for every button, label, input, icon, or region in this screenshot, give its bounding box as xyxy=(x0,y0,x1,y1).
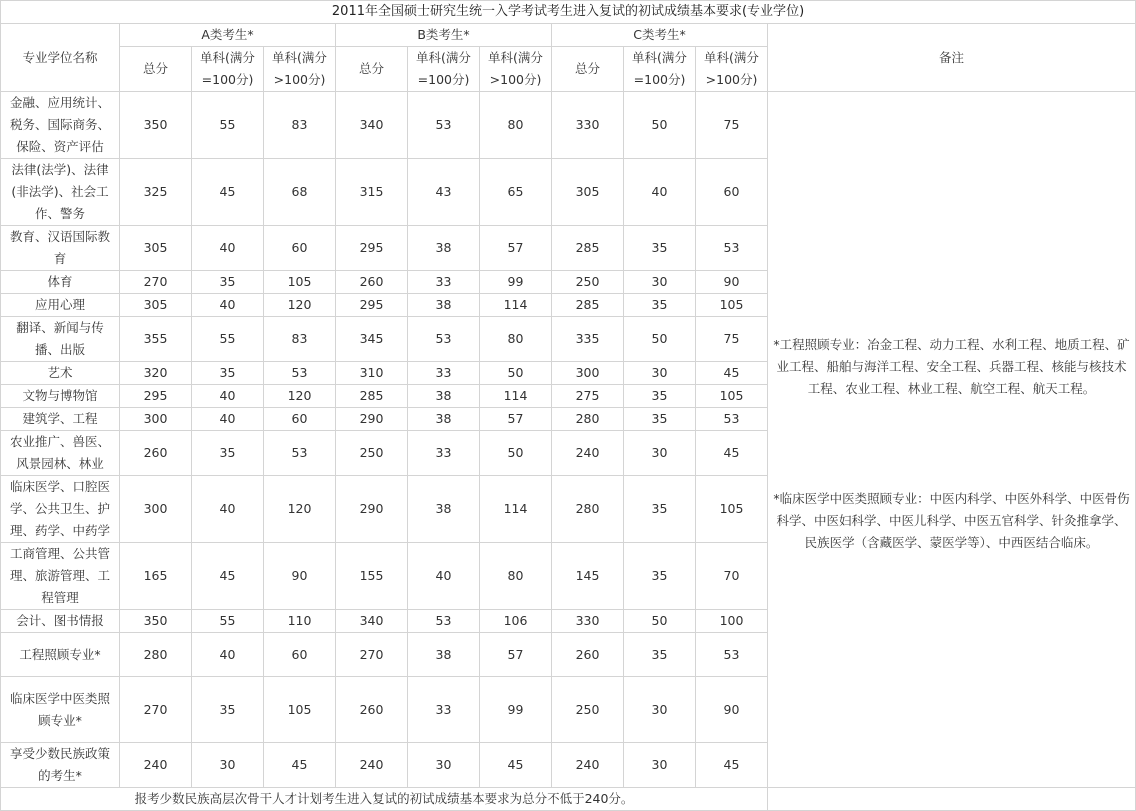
score-a-single-over-100: 110 xyxy=(264,610,336,633)
score-c-single-100: 35 xyxy=(624,543,696,610)
score-b-single-over-100: 65 xyxy=(480,159,552,226)
header-a-total: 总分 xyxy=(120,47,192,92)
score-c-total: 300 xyxy=(552,362,624,385)
header-a-single-100: 单科(满分=100分) xyxy=(192,47,264,92)
score-b-single-100: 40 xyxy=(408,543,480,610)
score-b-single-100: 33 xyxy=(408,362,480,385)
score-c-total: 240 xyxy=(552,431,624,476)
score-c-single-over-100: 53 xyxy=(696,633,768,677)
score-c-single-over-100: 75 xyxy=(696,92,768,159)
score-a-single-over-100: 83 xyxy=(264,317,336,362)
score-a-single-over-100: 53 xyxy=(264,431,336,476)
score-a-total: 355 xyxy=(120,317,192,362)
score-c-total: 250 xyxy=(552,677,624,743)
score-b-single-100: 53 xyxy=(408,317,480,362)
footer-note: 报考少数民族高层次骨干人才计划考生进入复试的初试成绩基本要求为总分不低于240分。 xyxy=(1,788,768,811)
score-c-single-100: 35 xyxy=(624,408,696,431)
score-a-single-over-100: 60 xyxy=(264,226,336,271)
remark-spacer xyxy=(771,136,1132,334)
header-remark: 备注 xyxy=(768,24,1136,92)
score-b-single-over-100: 45 xyxy=(480,743,552,788)
score-a-single-100: 40 xyxy=(192,633,264,677)
score-b-single-100: 43 xyxy=(408,159,480,226)
score-a-total: 350 xyxy=(120,92,192,159)
header-c-single-over-100: 单科(满分>100分) xyxy=(696,47,768,92)
score-b-single-100: 38 xyxy=(408,294,480,317)
remark-cell xyxy=(768,92,1136,788)
major-name-cell: 法律(法学)、法律(非法学)、社会工作、警务 xyxy=(1,159,120,226)
score-a-single-100: 40 xyxy=(192,385,264,408)
score-b-single-over-100: 57 xyxy=(480,226,552,271)
score-a-total: 305 xyxy=(120,226,192,271)
score-b-total: 315 xyxy=(336,159,408,226)
score-a-total: 280 xyxy=(120,633,192,677)
score-c-single-over-100: 100 xyxy=(696,610,768,633)
score-c-single-100: 50 xyxy=(624,92,696,159)
score-c-single-100: 35 xyxy=(624,294,696,317)
score-c-single-over-100: 53 xyxy=(696,408,768,431)
remark-engineering-note: *工程照顾专业：冶金工程、动力工程、水利工程、地质工程、矿业工程、船舶与海洋工程、安全工程、兵器工程、核能与核技术工程、农业工程、林业工程、航空工程、航天工程。 xyxy=(773,336,1130,396)
score-a-total: 300 xyxy=(120,476,192,543)
score-c-single-100: 50 xyxy=(624,317,696,362)
score-c-single-over-100: 53 xyxy=(696,226,768,271)
score-a-single-over-100: 60 xyxy=(264,633,336,677)
score-b-total: 345 xyxy=(336,317,408,362)
header-major-name: 专业学位名称 xyxy=(1,24,120,92)
remark-spacer xyxy=(771,400,1132,488)
major-name-cell: 教育、汉语国际教育 xyxy=(1,226,120,271)
score-b-single-100: 38 xyxy=(408,226,480,271)
major-name-cell: 应用心理 xyxy=(1,294,120,317)
score-c-single-100: 35 xyxy=(624,633,696,677)
score-a-total: 305 xyxy=(120,294,192,317)
score-c-single-100: 30 xyxy=(624,271,696,294)
score-a-single-over-100: 68 xyxy=(264,159,336,226)
score-b-single-100: 33 xyxy=(408,431,480,476)
score-a-single-over-100: 90 xyxy=(264,543,336,610)
major-name-cell: 临床医学、口腔医学、公共卫生、护理、药学、中药学 xyxy=(1,476,120,543)
score-c-single-100: 40 xyxy=(624,159,696,226)
score-c-single-100: 35 xyxy=(624,226,696,271)
score-c-single-over-100: 105 xyxy=(696,385,768,408)
score-a-single-over-100: 53 xyxy=(264,362,336,385)
score-b-single-over-100: 99 xyxy=(480,271,552,294)
score-b-single-over-100: 57 xyxy=(480,408,552,431)
score-a-single-100: 45 xyxy=(192,159,264,226)
score-a-single-100: 40 xyxy=(192,294,264,317)
score-a-total: 270 xyxy=(120,677,192,743)
score-b-single-over-100: 50 xyxy=(480,431,552,476)
score-b-single-100: 53 xyxy=(408,610,480,633)
score-c-total: 240 xyxy=(552,743,624,788)
score-c-single-over-100: 45 xyxy=(696,743,768,788)
score-a-single-over-100: 60 xyxy=(264,408,336,431)
score-c-single-over-100: 90 xyxy=(696,271,768,294)
score-a-total: 325 xyxy=(120,159,192,226)
score-b-single-100: 38 xyxy=(408,385,480,408)
score-c-total: 285 xyxy=(552,226,624,271)
header-b-total: 总分 xyxy=(336,47,408,92)
score-c-single-over-100: 90 xyxy=(696,677,768,743)
header-c-single-100: 单科(满分=100分) xyxy=(624,47,696,92)
major-name-cell: 体育 xyxy=(1,271,120,294)
score-c-single-over-100: 60 xyxy=(696,159,768,226)
header-group-b: B类考生* xyxy=(336,24,552,47)
score-c-single-over-100: 45 xyxy=(696,431,768,476)
major-name-cell: 会计、图书情报 xyxy=(1,610,120,633)
score-b-single-100: 33 xyxy=(408,677,480,743)
score-a-single-100: 35 xyxy=(192,677,264,743)
score-b-total: 240 xyxy=(336,743,408,788)
table-row xyxy=(1,92,1136,159)
header-group-c: C类考生* xyxy=(552,24,768,47)
score-b-total: 270 xyxy=(336,633,408,677)
header-c-total: 总分 xyxy=(552,47,624,92)
score-b-single-100: 38 xyxy=(408,476,480,543)
score-b-single-over-100: 99 xyxy=(480,677,552,743)
score-b-single-100: 33 xyxy=(408,271,480,294)
score-a-single-over-100: 120 xyxy=(264,294,336,317)
score-a-single-100: 55 xyxy=(192,317,264,362)
score-c-single-100: 50 xyxy=(624,610,696,633)
major-name-cell: 工程照顾专业* xyxy=(1,633,120,677)
score-a-single-100: 45 xyxy=(192,543,264,610)
score-b-single-100: 38 xyxy=(408,633,480,677)
score-a-single-100: 30 xyxy=(192,743,264,788)
header-group-a: A类考生* xyxy=(120,24,336,47)
score-b-single-over-100: 80 xyxy=(480,317,552,362)
header-b-single-100: 单科(满分=100分) xyxy=(408,47,480,92)
score-a-total: 295 xyxy=(120,385,192,408)
score-a-single-100: 35 xyxy=(192,431,264,476)
score-a-single-100: 55 xyxy=(192,92,264,159)
header-b-single-over-100: 单科(满分>100分) xyxy=(480,47,552,92)
score-a-single-100: 40 xyxy=(192,226,264,271)
score-b-total: 260 xyxy=(336,271,408,294)
footer-empty-cell xyxy=(768,788,1136,811)
score-c-total: 250 xyxy=(552,271,624,294)
score-a-single-over-100: 120 xyxy=(264,476,336,543)
score-b-single-over-100: 50 xyxy=(480,362,552,385)
remark-tcm-note: *临床医学中医类照顾专业：中医内科学、中医外科学、中医骨伤科学、中医妇科学、中医儿科学、中医五官科学、针灸推拿学、民族医学（含藏医学、蒙医学等）、中西医结合临床。 xyxy=(773,490,1130,550)
score-a-total: 300 xyxy=(120,408,192,431)
score-b-total: 295 xyxy=(336,294,408,317)
table-title: 2011年全国硕士研究生统一入学考试考生进入复试的初试成绩基本要求(专业学位) xyxy=(1,1,1136,24)
major-name-cell: 翻译、新闻与传播、出版 xyxy=(1,317,120,362)
score-c-total: 280 xyxy=(552,476,624,543)
score-c-total: 260 xyxy=(552,633,624,677)
score-a-single-100: 40 xyxy=(192,476,264,543)
major-name-cell: 农业推广、兽医、风景园林、林业 xyxy=(1,431,120,476)
score-c-single-100: 35 xyxy=(624,476,696,543)
score-b-single-over-100: 114 xyxy=(480,385,552,408)
score-b-single-100: 30 xyxy=(408,743,480,788)
score-b-total: 340 xyxy=(336,92,408,159)
score-b-single-over-100: 114 xyxy=(480,476,552,543)
score-b-total: 310 xyxy=(336,362,408,385)
score-b-total: 250 xyxy=(336,431,408,476)
score-a-single-over-100: 83 xyxy=(264,92,336,159)
score-a-single-over-100: 45 xyxy=(264,743,336,788)
score-b-total: 340 xyxy=(336,610,408,633)
score-c-total: 330 xyxy=(552,92,624,159)
footer-row xyxy=(1,788,1136,811)
score-b-total: 290 xyxy=(336,476,408,543)
score-c-single-100: 30 xyxy=(624,362,696,385)
score-b-total: 155 xyxy=(336,543,408,610)
score-c-single-100: 30 xyxy=(624,743,696,788)
score-a-single-over-100: 120 xyxy=(264,385,336,408)
score-c-total: 335 xyxy=(552,317,624,362)
score-c-total: 145 xyxy=(552,543,624,610)
major-name-cell: 艺术 xyxy=(1,362,120,385)
score-a-single-100: 35 xyxy=(192,271,264,294)
score-b-single-over-100: 80 xyxy=(480,543,552,610)
score-b-single-over-100: 80 xyxy=(480,92,552,159)
remark-spacer xyxy=(771,554,1132,744)
score-b-single-over-100: 106 xyxy=(480,610,552,633)
score-a-total: 270 xyxy=(120,271,192,294)
score-b-total: 285 xyxy=(336,385,408,408)
score-b-total: 290 xyxy=(336,408,408,431)
score-b-total: 260 xyxy=(336,677,408,743)
major-name-cell: 金融、应用统计、税务、国际商务、保险、资产评估 xyxy=(1,92,120,159)
score-a-total: 350 xyxy=(120,610,192,633)
score-b-single-100: 38 xyxy=(408,408,480,431)
major-name-cell: 享受少数民族政策的考生* xyxy=(1,743,120,788)
score-c-total: 330 xyxy=(552,610,624,633)
score-c-single-over-100: 45 xyxy=(696,362,768,385)
score-b-single-over-100: 114 xyxy=(480,294,552,317)
score-b-total: 295 xyxy=(336,226,408,271)
score-c-total: 275 xyxy=(552,385,624,408)
score-a-single-over-100: 105 xyxy=(264,677,336,743)
score-c-single-over-100: 105 xyxy=(696,294,768,317)
score-a-total: 320 xyxy=(120,362,192,385)
score-c-single-100: 30 xyxy=(624,677,696,743)
header-a-single-over-100: 单科(满分>100分) xyxy=(264,47,336,92)
score-c-total: 285 xyxy=(552,294,624,317)
score-c-single-over-100: 70 xyxy=(696,543,768,610)
score-a-total: 165 xyxy=(120,543,192,610)
score-a-single-100: 55 xyxy=(192,610,264,633)
score-c-single-over-100: 75 xyxy=(696,317,768,362)
score-a-single-100: 40 xyxy=(192,408,264,431)
major-name-cell: 建筑学、工程 xyxy=(1,408,120,431)
score-c-single-100: 30 xyxy=(624,431,696,476)
score-a-single-100: 35 xyxy=(192,362,264,385)
score-c-total: 305 xyxy=(552,159,624,226)
score-b-single-100: 53 xyxy=(408,92,480,159)
score-c-single-over-100: 105 xyxy=(696,476,768,543)
score-a-total: 240 xyxy=(120,743,192,788)
score-a-total: 260 xyxy=(120,431,192,476)
score-a-single-over-100: 105 xyxy=(264,271,336,294)
major-name-cell: 临床医学中医类照顾专业* xyxy=(1,677,120,743)
score-b-single-over-100: 57 xyxy=(480,633,552,677)
score-c-total: 280 xyxy=(552,408,624,431)
score-c-single-100: 35 xyxy=(624,385,696,408)
major-name-cell: 工商管理、公共管理、旅游管理、工程管理 xyxy=(1,543,120,610)
major-name-cell: 文物与博物馆 xyxy=(1,385,120,408)
